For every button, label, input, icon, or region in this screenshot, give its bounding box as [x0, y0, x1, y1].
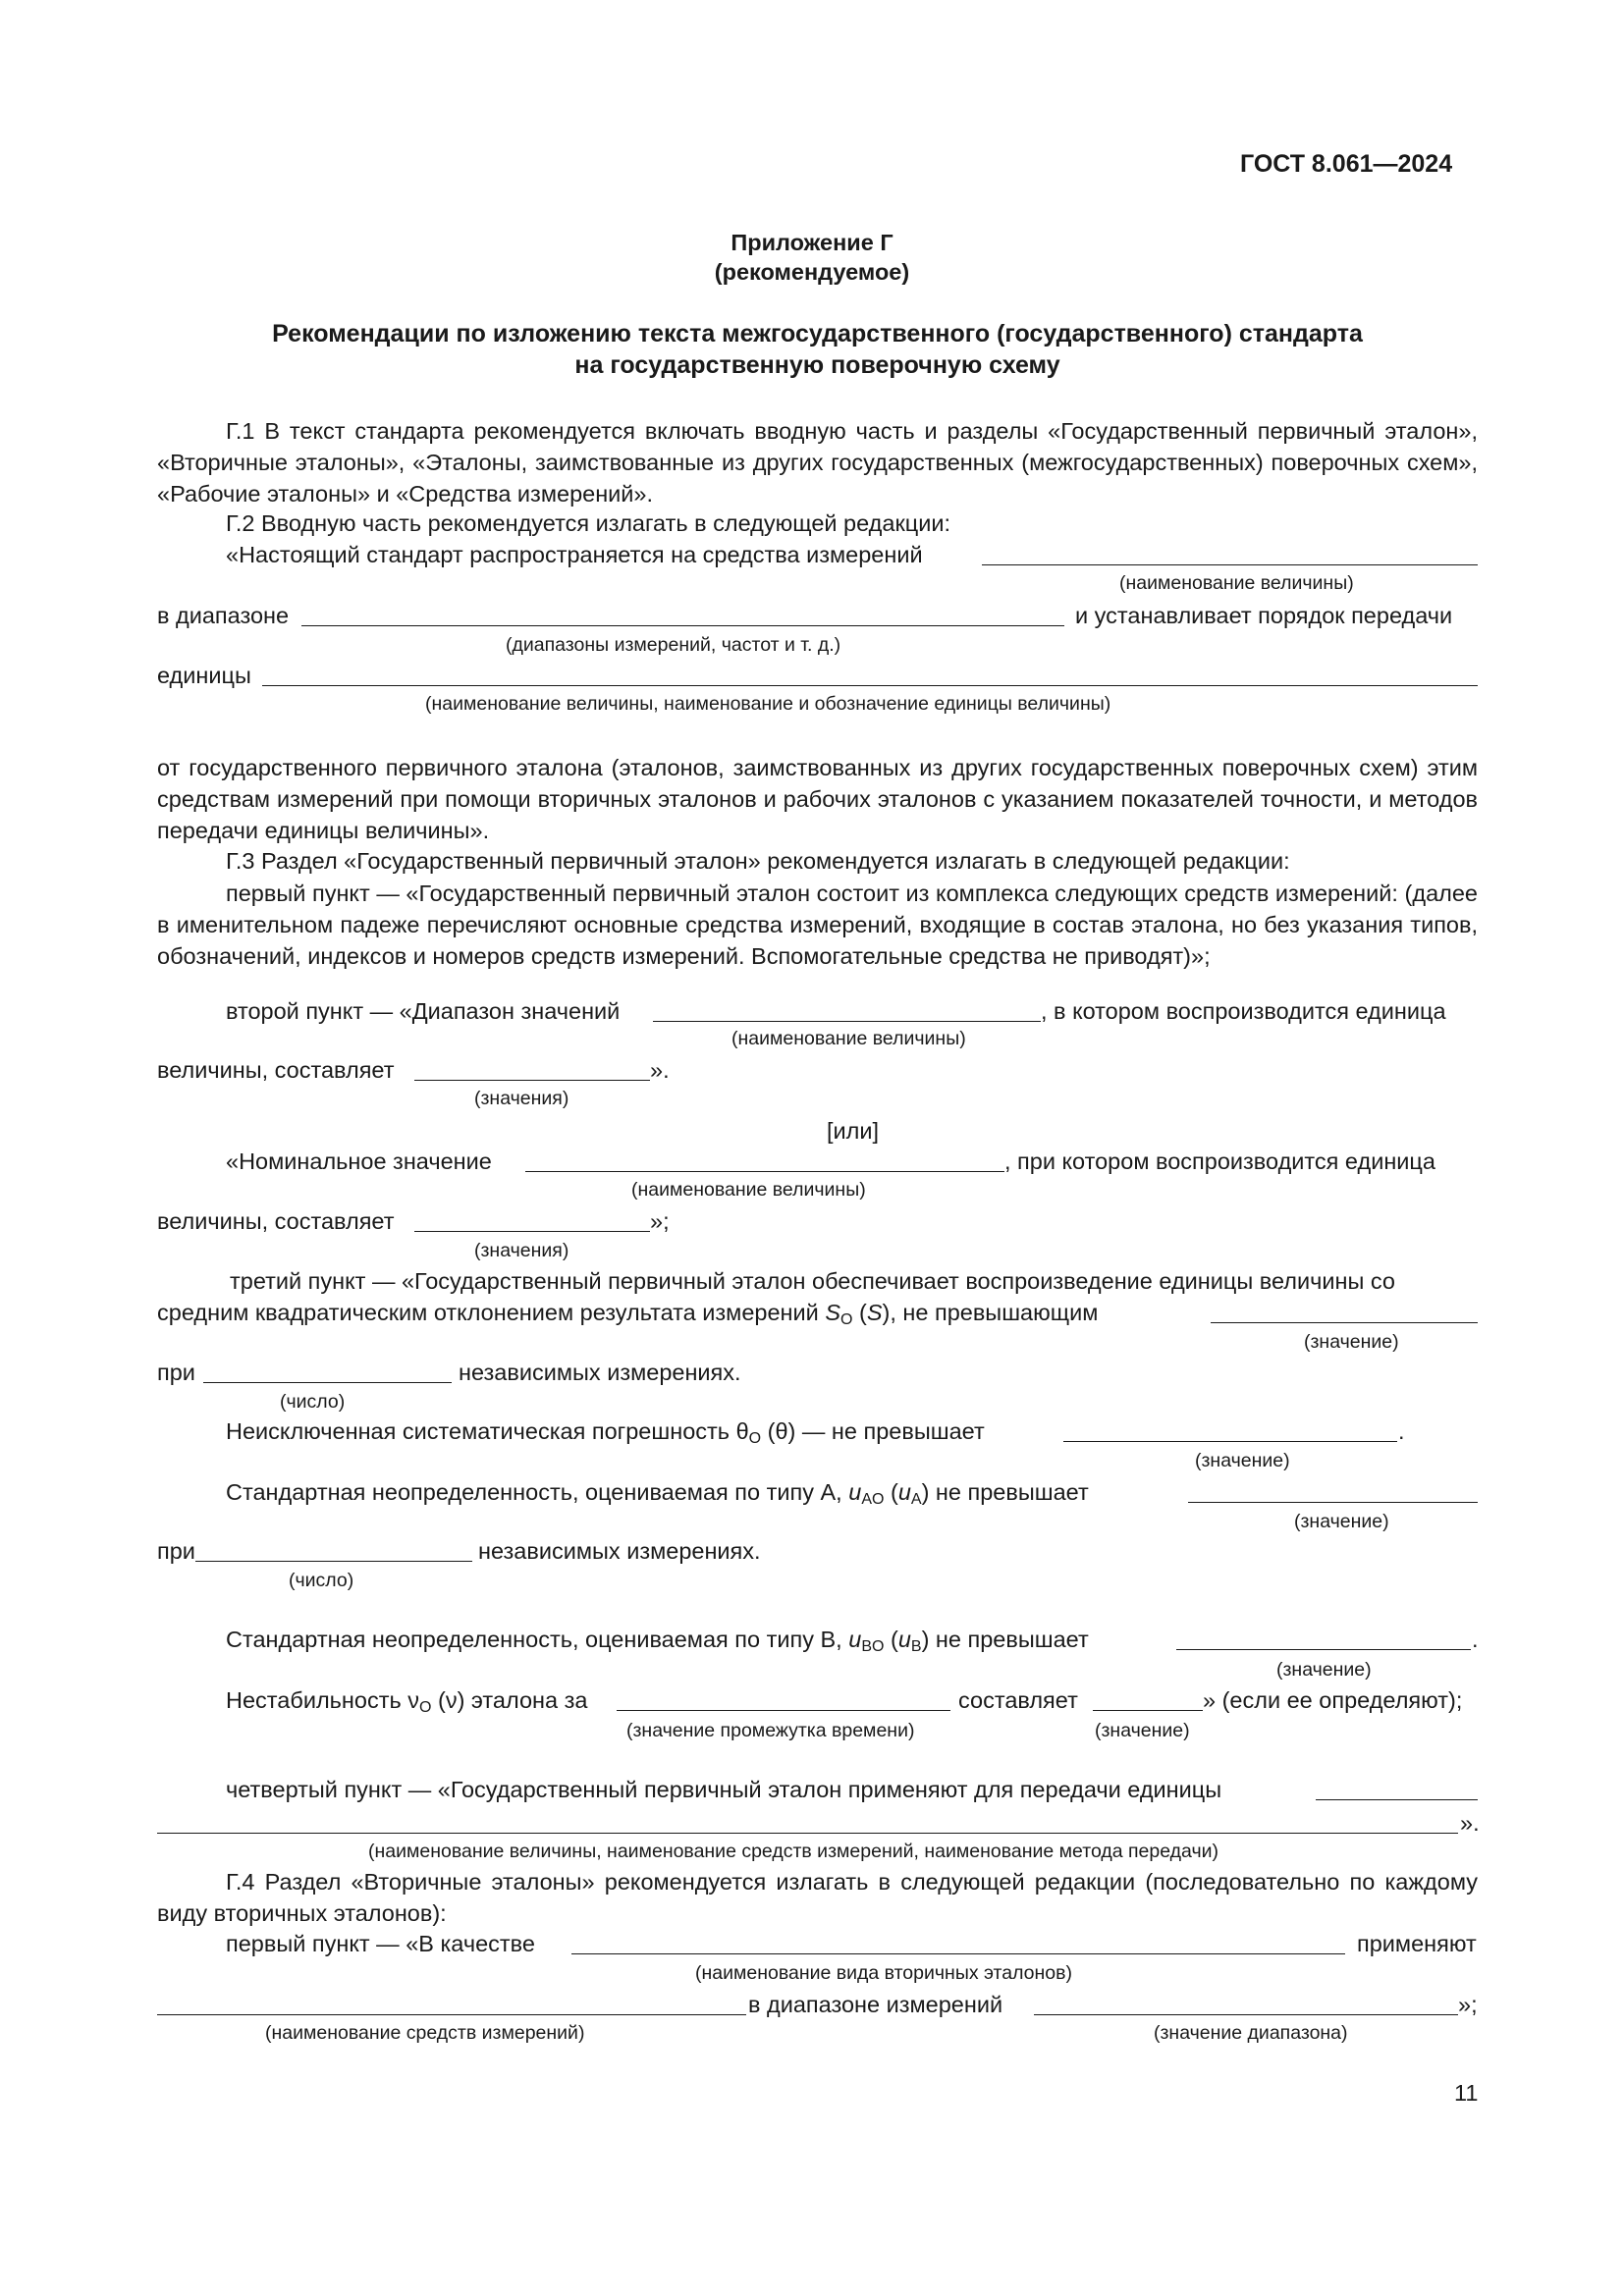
blank-field	[1188, 1502, 1478, 1503]
second-item-d: «Номинальное значение	[226, 1148, 492, 1174]
blank-field	[1211, 1322, 1478, 1323]
g3-first-item: первый пункт — «Государственный первичный эталон состоит из комплекса следующих средств измерений: (далее в именительном падеже перечисляют основные средства измерений, входящие в состав эталона, но без указания типов, обозначений, индексов и номеров средств измерений. Вспомогательные средства не приводят)»;	[157, 881, 1478, 969]
blank-field	[982, 564, 1478, 565]
third-item-a: третий пункт — «Государственный первичный эталон обеспечивает воспроизведение единицы величины со	[230, 1268, 1395, 1294]
caption: (значение диапазона)	[1154, 2022, 1348, 2044]
second-item-c-end: ».	[650, 1057, 670, 1083]
g4-first-b: применяют	[1357, 1931, 1477, 1956]
appendix-title: Приложение Г	[731, 230, 893, 255]
clause-g3: Г.3 Раздел «Государственный первичный эталон» рекомендуется излагать в следующей редакции:	[226, 848, 1290, 874]
third-item-f-pre: при	[157, 1538, 195, 1564]
third-item-d-end: .	[1398, 1418, 1405, 1444]
intro-range-tail: и устанавливает порядок передачи	[1075, 603, 1453, 628]
blank-field	[525, 1171, 1004, 1172]
caption: (число)	[289, 1570, 354, 1591]
caption: (наименование вида вторичных эталонов)	[695, 1962, 1072, 1984]
caption: (значение)	[1276, 1659, 1372, 1681]
second-item-f-end: »;	[650, 1208, 670, 1234]
second-item-a: второй пункт — «Диапазон значений	[226, 998, 621, 1024]
third-item-c-pre: при	[157, 1360, 195, 1385]
fourth-item-end: ».	[1460, 1810, 1480, 1836]
clause-g4: Г.4 Раздел «Вторичные эталоны» рекомендуется излагать в следующей редакции (последовательно по каждому виду вторичных эталонов):	[157, 1869, 1478, 1926]
caption: (значение)	[1195, 1450, 1290, 1471]
third-item-c-post: независимых измерениях.	[459, 1360, 741, 1385]
second-item-c: величины, составляет	[157, 1057, 395, 1083]
intro-line1: «Настоящий стандарт распространяется на средства измерений	[226, 542, 923, 567]
caption: (наименование величины)	[731, 1028, 966, 1049]
caption: (значение)	[1304, 1331, 1399, 1353]
caption: (значение)	[1095, 1720, 1190, 1741]
or-marker: [или]	[827, 1118, 880, 1144]
third-item-d: Неисключенная систематическая погрешность $\theta_O$ (θ) — не превышает	[226, 1418, 985, 1447]
blank-field	[414, 1231, 650, 1232]
caption: (диапазоны измерений, частот и т. д.)	[506, 634, 841, 656]
caption: (наименование величины, наименование и обозначение единицы величины)	[425, 693, 1111, 715]
second-item-b: , в котором воспроизводится единица	[1041, 998, 1446, 1024]
blank-field	[1316, 1799, 1478, 1800]
blank-field	[262, 685, 1478, 686]
blank-field	[301, 625, 1064, 626]
blank-field	[203, 1382, 452, 1383]
blank-field	[1034, 2014, 1458, 2015]
caption: (число)	[280, 1391, 346, 1413]
caption: (наименование величины)	[1119, 572, 1354, 594]
third-item-h-post: » (если ее определяют);	[1203, 1687, 1463, 1713]
caption: (значения)	[474, 1240, 569, 1261]
g4-first-c-end: »;	[1458, 1992, 1478, 2017]
page-number: 11	[1454, 2080, 1479, 2106]
third-item-b: средним квадратическим отклонением результата измерений $S_O$ (S), не превышающим	[157, 1300, 1099, 1328]
blank-field	[157, 2014, 746, 2015]
blank-field	[157, 1833, 1458, 1834]
third-item-h-mid2: составляет	[958, 1687, 1078, 1713]
blank-field	[1176, 1649, 1471, 1650]
blank-field	[414, 1080, 650, 1081]
caption: (наименование величины, наименование средств измерений, наименование метода передачи)	[368, 1841, 1219, 1862]
third-item-e: Стандартная неопределенность, оцениваемая по типу А, $u_{AO}$ $(u_A)$ не превышает	[226, 1479, 1089, 1508]
third-item-f-post: независимых измерениях.	[478, 1538, 761, 1564]
blank-field	[653, 1021, 1041, 1022]
caption: (значение промежутка времени)	[626, 1720, 915, 1741]
caption: (значения)	[474, 1088, 569, 1109]
intro-unit-label: единицы	[157, 663, 251, 688]
blank-field	[1093, 1710, 1203, 1711]
blank-field	[1063, 1441, 1397, 1442]
third-item-g-end: .	[1472, 1627, 1479, 1652]
fourth-item-a: четвертый пункт — «Государственный первичный эталон применяют для передачи единицы	[226, 1777, 1222, 1802]
g4-first-c: в диапазоне измерений	[748, 1992, 1003, 2017]
section-heading-line1: Рекомендации по изложению текста межгосударственного (государственного) стандарта	[272, 320, 1363, 347]
blank-field	[571, 1953, 1345, 1954]
intro-paragraph: от государственного первичного эталона (эталонов, заимствованных из других государственных поверочных схем) этим средствам измерений при помощи вторичных эталонов и рабочих эталонов с указанием показателей точности, и методов передачи единицы величины».	[157, 755, 1478, 843]
second-item-f: величины, составляет	[157, 1208, 395, 1234]
intro-range-label: в диапазоне	[157, 603, 290, 628]
caption: (значение)	[1294, 1511, 1389, 1532]
section-heading-line2: на государственную поверочную схему	[574, 351, 1060, 379]
appendix-subtitle: (рекомендуемое)	[714, 259, 910, 285]
clause-g2: Г.2 Вводную часть рекомендуется излагать в следующей редакции:	[226, 510, 950, 536]
third-item-h: Нестабильность $\nu_O$ (ν) эталона за	[226, 1687, 588, 1716]
standard-code: ГОСТ 8.061—2024	[1240, 150, 1453, 178]
clause-g1: Г.1 В текст стандарта рекомендуется включать вводную часть и разделы «Государственный первичный эталон», «Вторичные эталоны», «Эталоны, заимствованные из других государственных (межгосударственных) поверочных схем», «Рабочие эталоны» и «Средства измерений».	[157, 418, 1478, 507]
caption: (наименование величины)	[631, 1179, 866, 1201]
second-item-e: , при котором воспроизводится единица	[1004, 1148, 1435, 1174]
caption: (наименование средств измерений)	[265, 2022, 585, 2044]
g4-first-a: первый пункт — «В качестве	[226, 1931, 535, 1956]
third-item-g: Стандартная неопределенность, оцениваемая по типу В, $u_{BO}$ $(u_B)$ не превышает	[226, 1627, 1089, 1655]
blank-field	[617, 1710, 950, 1711]
blank-field	[195, 1561, 472, 1562]
